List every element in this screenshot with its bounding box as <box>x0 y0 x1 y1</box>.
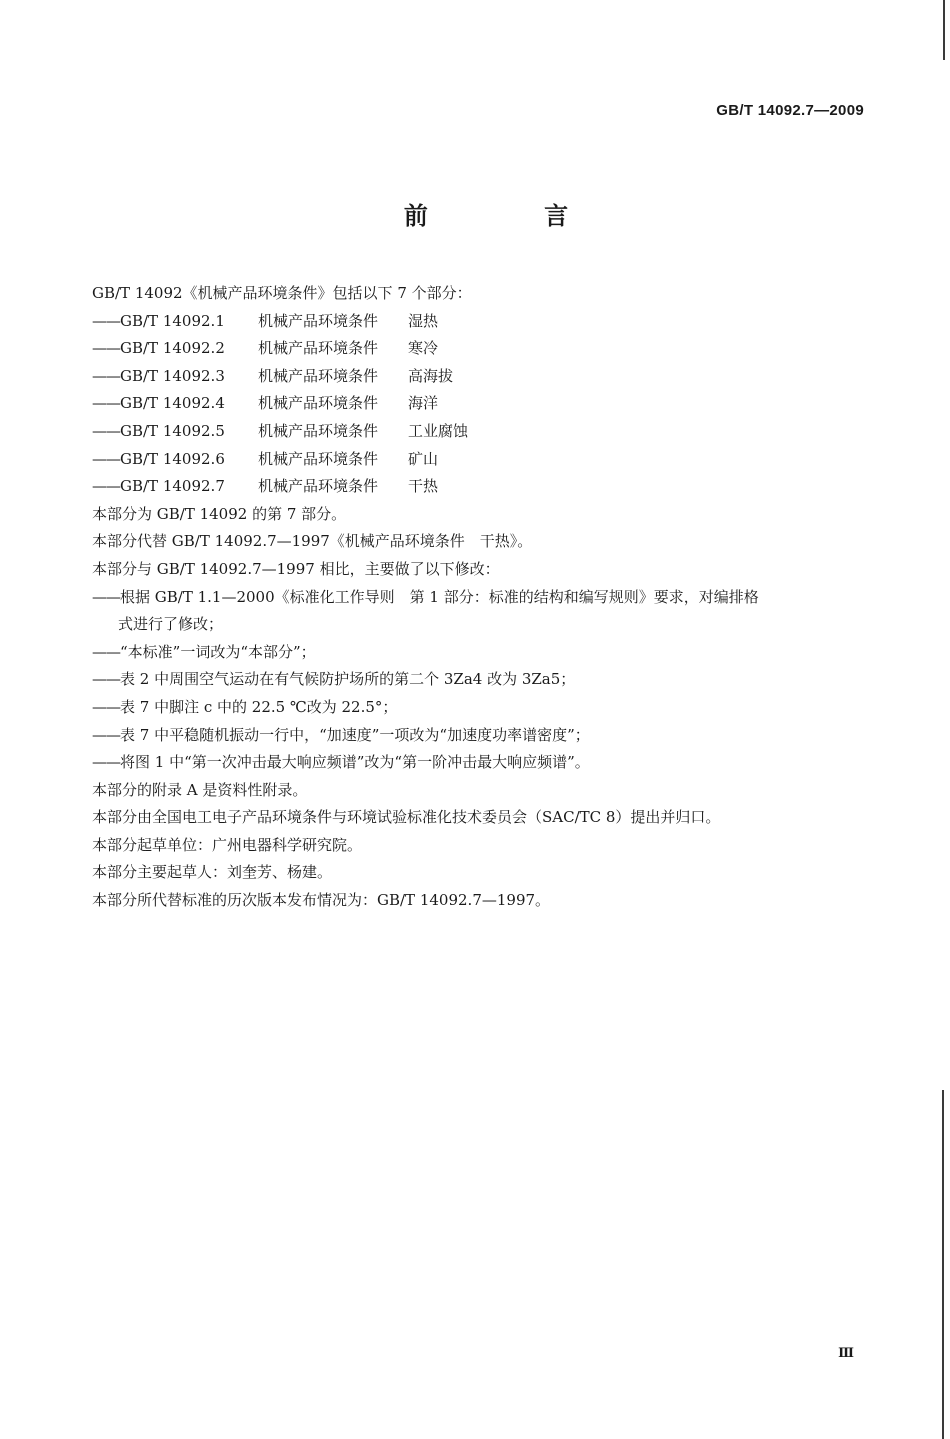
changes-list <box>92 584 872 777</box>
statement-appendix: 本部分的附录 A 是资料性附录。 <box>92 780 308 799</box>
statement-changes-intro: 本部分与 GB/T 14092.7—1997 相比，主要做了以下修改： <box>92 559 500 578</box>
parts-list <box>92 308 872 501</box>
statement-replaces: 本部分代替 GB/T 14092.7—1997《机械产品环境条件 干热》。 <box>92 532 533 551</box>
intro-paragraph: GB/T 14092《机械产品环境条件》包括以下 7 个部分： <box>92 284 472 302</box>
list-item: ——“本标准”一词改为“本部分”； <box>92 642 316 661</box>
list-item: ——表 2 中周围空气运动在有气候防护场所的第二个 3Za4 改为 3Za5； <box>92 670 576 689</box>
list-item: ——GB/T 14092.3 机械产品环境条件 高海拔 <box>92 366 454 385</box>
list-item: ——根据 GB/T 1.1—2000《标准化工作导则 第 1 部分：标准的结构和编写规则》要求，对编排格 <box>92 587 759 606</box>
list-item: ——GB/T 14092.2 机械产品环境条件 寒冷 <box>92 339 439 358</box>
list-item: ——GB/T 14092.6 机械产品环境条件 矿山 <box>92 449 439 468</box>
list-item: ——GB/T 14092.5 机械产品环境条件 工业腐蚀 <box>92 421 469 440</box>
statement-proposer: 本部分由全国电工电子产品环境条件与环境试验标准化技术委员会（SAC/TC 8）提出并归口。 <box>92 808 721 827</box>
list-item: ——GB/T 14092.7 机械产品环境条件 干热 <box>92 477 439 496</box>
page-number: Ⅲ <box>838 1346 854 1361</box>
statement-history: 本部分所代替标准的历次版本发布情况为：GB/T 14092.7—1997。 <box>92 891 551 910</box>
list-item: ——表 7 中平稳随机振动一行中，“加速度”一项改为“加速度功率谱密度”； <box>92 725 590 744</box>
list-item: ——表 7 中脚注 c 中的 22.5 ℃改为 22.5°； <box>92 697 398 716</box>
document-code: GB/T 14092.7—2009 <box>716 102 864 119</box>
page-title: 前 言 <box>403 202 623 230</box>
statement-drafting-unit: 本部分起草单位：广州电器科学研究院。 <box>92 835 363 854</box>
list-item: ——GB/T 14092.4 机械产品环境条件 海洋 <box>92 394 439 413</box>
list-item-continuation: 式进行了修改； <box>118 615 224 634</box>
statement-drafters: 本部分主要起草人：刘奎芳、杨建。 <box>92 863 333 882</box>
scan-edge <box>942 1090 944 1439</box>
scan-edge-top <box>943 0 945 60</box>
list-item: ——GB/T 14092.1 机械产品环境条件 湿热 <box>92 311 439 330</box>
statement-is-part: 本部分为 GB/T 14092 的第 7 部分。 <box>92 504 347 523</box>
foreword-body <box>92 280 872 915</box>
list-item: ——将图 1 中“第一次冲击最大响应频谱”改为“第一阶冲击最大响应频谱”。 <box>92 753 590 772</box>
